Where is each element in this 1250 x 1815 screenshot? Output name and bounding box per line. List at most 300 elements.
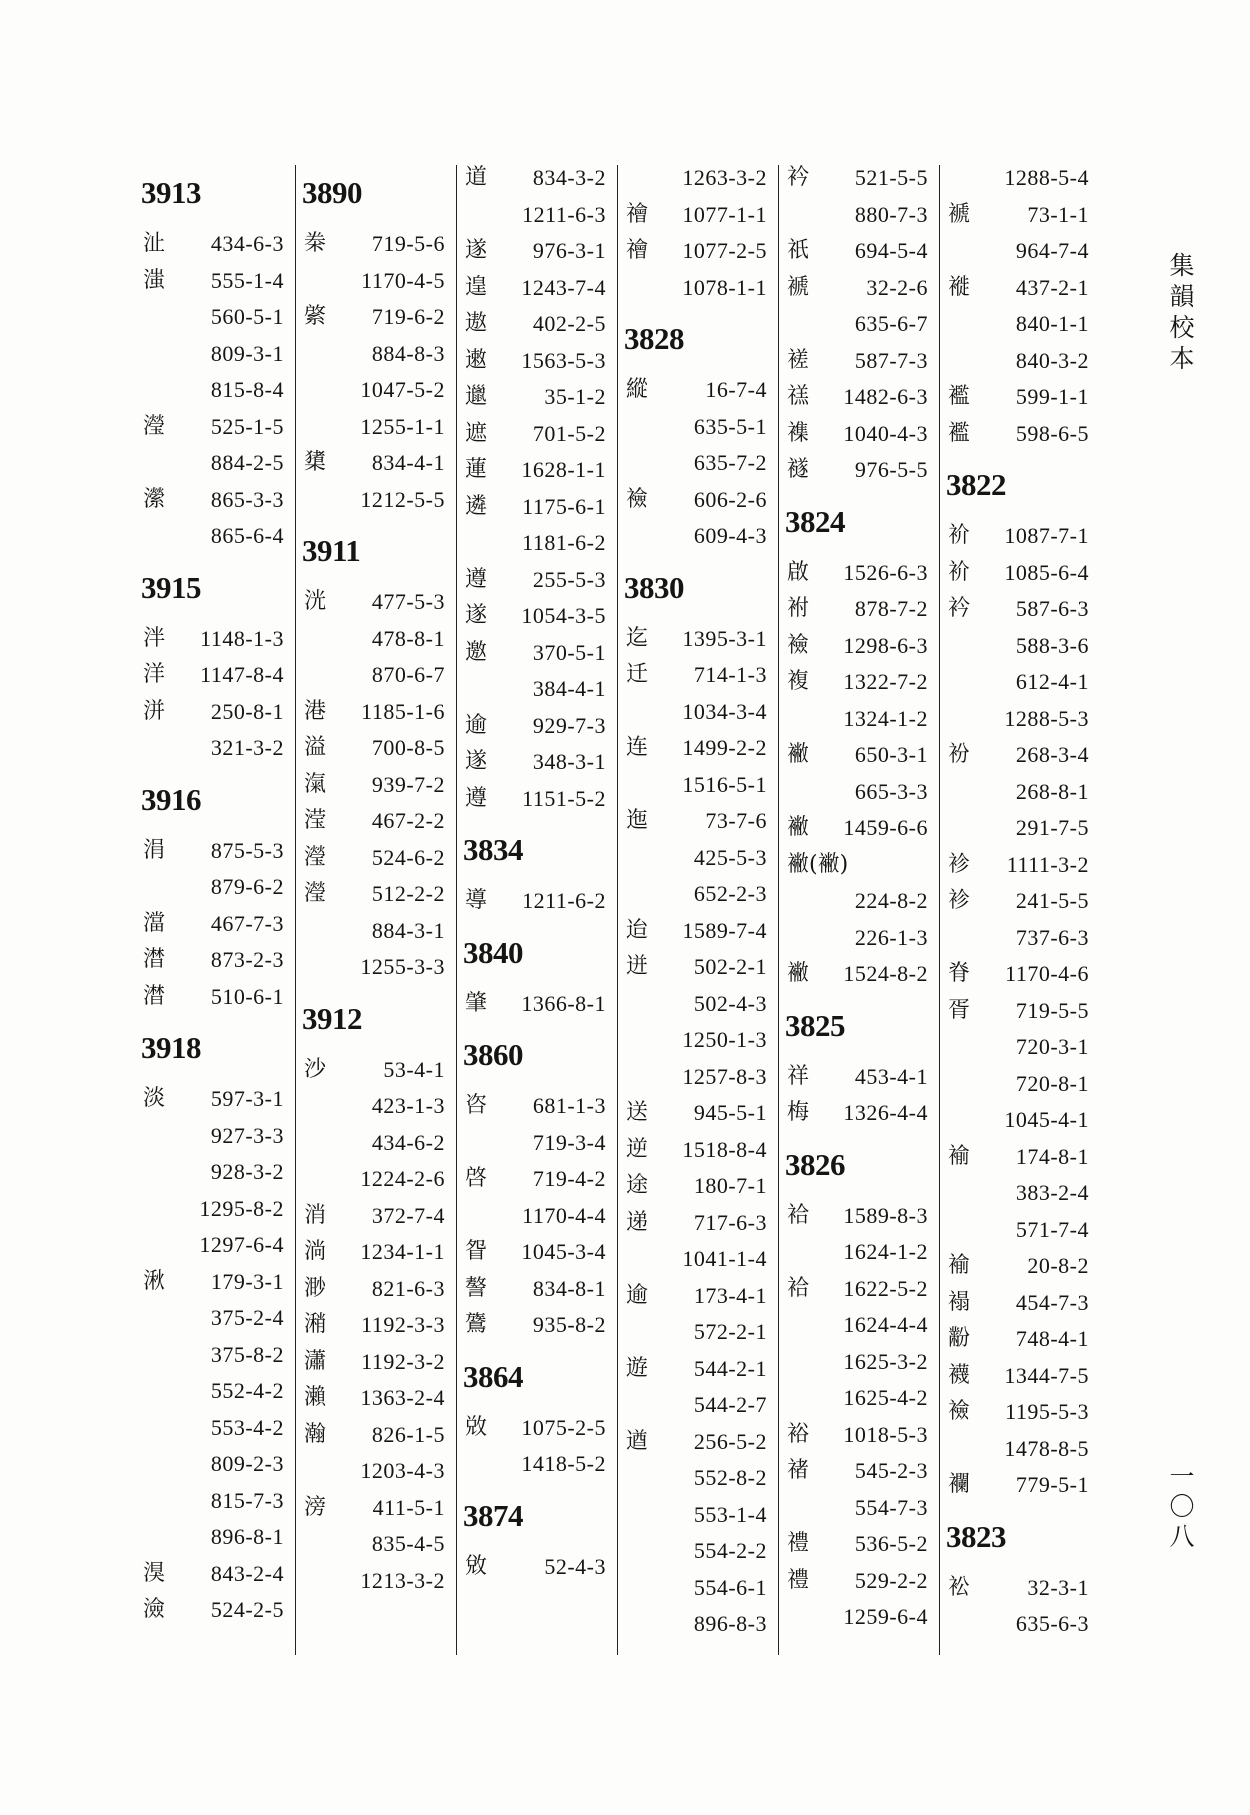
index-entry — [779, 1271, 934, 1308]
entry-reference: 720-8-1 — [1015, 1070, 1089, 1096]
entry-reference: 1255-3-3 — [360, 954, 445, 979]
index-entry — [618, 1606, 773, 1643]
index-entry — [135, 869, 290, 906]
entry-reference: 179-3-1 — [210, 1268, 284, 1294]
index-entry — [296, 1088, 451, 1125]
entry-reference: 1363-2-4 — [360, 1385, 445, 1410]
entry-reference: 884-2-5 — [210, 450, 284, 475]
index-entry — [135, 482, 290, 519]
index-column — [779, 160, 934, 1636]
index-entry — [940, 591, 1095, 628]
index-entry — [457, 1234, 612, 1271]
index-entry — [779, 1453, 934, 1490]
entry-reference: 521-5-5 — [854, 165, 928, 190]
entry-reference: 1224-2-6 — [360, 1166, 445, 1191]
entry-character: 桊 — [304, 231, 327, 256]
entry-reference: 1045-3-4 — [521, 1239, 606, 1264]
entry-reference: 1151-5-2 — [522, 785, 606, 811]
radical-heading — [779, 489, 934, 555]
entry-reference: 1518-8-4 — [682, 1136, 767, 1162]
entry-character: 衸 — [948, 523, 971, 548]
entry-reference: 1148-1-3 — [200, 625, 284, 651]
entry-reference: 719-6-2 — [371, 304, 445, 329]
entry-reference: 370-5-1 — [532, 639, 606, 665]
index-entry — [296, 1198, 451, 1235]
entry-reference: 453-4-1 — [854, 1063, 928, 1089]
index-entry — [296, 336, 451, 373]
index-entry — [940, 1139, 1095, 1176]
entry-character: 溢 — [304, 735, 327, 760]
index-entry — [457, 883, 612, 920]
entry-character: 潲 — [304, 1312, 327, 1337]
entry-character: 邀 — [465, 639, 488, 665]
entry-reference: 1499-2-2 — [682, 735, 767, 760]
index-entry — [135, 445, 290, 482]
entry-reference: 652-2-3 — [693, 881, 767, 906]
index-entry — [779, 1307, 934, 1344]
entry-character: 洸 — [304, 589, 327, 614]
entry-reference: 467-2-2 — [371, 808, 445, 833]
entry-reference: 291-7-5 — [1015, 815, 1089, 840]
index-entry — [135, 226, 290, 263]
index-entry — [296, 1344, 451, 1381]
entry-reference: 226-1-3 — [854, 924, 928, 950]
entry-character: 梅 — [787, 1100, 810, 1125]
entry-character: 衯 — [948, 742, 971, 767]
entry-character: 渺 — [304, 1275, 327, 1301]
index-column — [296, 160, 451, 1599]
index-entry — [618, 409, 773, 446]
index-entry — [779, 1380, 934, 1417]
index-entry — [618, 233, 773, 270]
entry-character: 迸 — [626, 954, 649, 979]
entry-reference: 73-7-6 — [705, 808, 767, 833]
entry-reference: 737-6-3 — [1015, 924, 1089, 950]
entry-reference: 572-2-1 — [693, 1319, 767, 1344]
entry-character: 襴 — [948, 1472, 971, 1497]
index-entry — [779, 1417, 934, 1454]
index-entry — [457, 525, 612, 562]
index-entry — [135, 409, 290, 446]
entry-character: 瀅 — [304, 881, 327, 906]
index-entry — [135, 694, 290, 731]
entry-reference: 719-4-2 — [532, 1166, 606, 1191]
index-entry — [135, 1264, 290, 1301]
entry-reference: 1047-5-2 — [360, 377, 445, 402]
entry-reference: 1478-8-5 — [1004, 1435, 1089, 1461]
entry-reference: 434-6-2 — [371, 1129, 445, 1155]
index-entry — [940, 270, 1095, 307]
index-entry — [457, 635, 612, 672]
entry-reference: 1257-8-3 — [682, 1063, 767, 1089]
entry-reference: 929-7-3 — [532, 712, 606, 738]
entry-reference: 1516-5-1 — [682, 771, 767, 797]
entry-reference: 1250-1-3 — [682, 1027, 767, 1052]
index-entry — [135, 1337, 290, 1374]
entry-character: 橥 — [304, 450, 327, 475]
entry-reference: 1054-3-5 — [521, 603, 606, 628]
index-entry — [135, 1519, 290, 1556]
index-entry — [779, 920, 934, 957]
index-entry — [940, 197, 1095, 234]
index-entry — [457, 1198, 612, 1235]
entry-reference: 1203-4-3 — [360, 1458, 445, 1483]
entry-reference: 411-5-1 — [372, 1494, 445, 1520]
radical-heading — [457, 817, 612, 883]
entry-character: 裕 — [787, 1421, 810, 1447]
index-entry — [457, 160, 612, 197]
entry-reference: 779-5-1 — [1015, 1472, 1089, 1497]
index-entry — [296, 1417, 451, 1454]
entry-reference: 694-5-4 — [854, 238, 928, 263]
entry-reference: 1344-7-5 — [1004, 1362, 1089, 1388]
index-entry — [618, 913, 773, 950]
entry-reference: 1624-4-4 — [843, 1312, 928, 1337]
entry-reference: 665-3-3 — [854, 778, 928, 804]
index-entry — [940, 343, 1095, 380]
index-entry — [618, 1278, 773, 1315]
radical-heading — [296, 518, 451, 584]
entry-character: 袷 — [787, 1202, 810, 1228]
radical-heading — [940, 1504, 1095, 1570]
entry-character: 衸 — [948, 559, 971, 585]
index-entry — [135, 518, 290, 555]
entry-character: 遮 — [465, 420, 488, 446]
index-entry — [618, 1059, 773, 1096]
entry-character: 滂 — [304, 1494, 327, 1520]
entry-reference: 554-7-3 — [854, 1494, 928, 1520]
index-entry — [618, 657, 773, 694]
radical-heading — [135, 160, 290, 226]
index-entry — [940, 664, 1095, 701]
index-entry — [779, 628, 934, 665]
entry-reference: 1185-1-6 — [361, 698, 445, 724]
entry-reference: 1255-1-1 — [360, 413, 445, 439]
entry-character: 瀚 — [304, 1421, 327, 1447]
entry-reference: 612-4-1 — [1015, 669, 1089, 694]
entry-reference: 1018-5-3 — [843, 1421, 928, 1447]
index-entry — [940, 1029, 1095, 1066]
entry-reference: 224-8-2 — [854, 888, 928, 913]
index-entry — [296, 694, 451, 731]
entry-character: 送 — [626, 1100, 649, 1125]
entry-character: 襒 — [787, 815, 810, 840]
entry-character: 逾 — [465, 712, 488, 738]
entry-reference: 843-2-4 — [210, 1560, 284, 1586]
entry-character: 遒 — [626, 1428, 649, 1454]
entry-character: 洴 — [143, 698, 166, 724]
entry-reference: 681-1-3 — [532, 1093, 606, 1118]
index-entry — [779, 1490, 934, 1527]
entry-reference: 1625-4-2 — [843, 1385, 928, 1410]
entry-character: 洋 — [143, 662, 166, 687]
index-entry — [940, 1102, 1095, 1139]
index-entry — [618, 445, 773, 482]
entry-reference: 512-2-2 — [371, 881, 445, 906]
entry-reference: 32-3-1 — [1027, 1574, 1089, 1600]
heading-number: 3913 — [141, 175, 201, 210]
heading-number: 3840 — [463, 934, 523, 970]
entry-reference: 976-5-5 — [854, 457, 928, 482]
entry-reference: 865-6-4 — [210, 523, 284, 548]
index-entry — [618, 767, 773, 804]
entry-reference: 375-2-4 — [210, 1305, 284, 1330]
index-entry — [135, 1154, 290, 1191]
entry-character: 遴 — [465, 493, 488, 519]
entry-character: 襤 — [948, 384, 971, 409]
entry-reference: 1625-3-2 — [843, 1348, 928, 1374]
radical-heading — [296, 986, 451, 1052]
entry-reference: 1259-6-4 — [843, 1604, 928, 1629]
index-entry — [779, 1344, 934, 1381]
index-entry — [457, 671, 612, 708]
index-entry — [457, 197, 612, 234]
entry-reference: 1181-6-2 — [522, 530, 606, 555]
entry-character: 襪 — [948, 1362, 971, 1388]
entry-reference: 865-3-3 — [210, 486, 284, 512]
index-entry — [779, 452, 934, 489]
entry-reference: 719-5-6 — [371, 231, 445, 256]
index-entry — [296, 730, 451, 767]
column-divider — [456, 165, 457, 1655]
index-entry — [296, 299, 451, 336]
index-entry — [779, 847, 934, 884]
entry-character: 複 — [787, 669, 810, 694]
entry-reference: 467-7-3 — [210, 910, 284, 936]
entry-reference: 1288-5-4 — [1004, 165, 1089, 190]
entry-character: 瀟 — [304, 1348, 327, 1374]
index-entry — [296, 949, 451, 986]
entry-reference: 840-1-1 — [1015, 311, 1089, 336]
entry-reference: 1322-7-2 — [843, 669, 928, 694]
entry-reference: 1077-1-1 — [682, 201, 767, 227]
entry-reference: 1295-8-2 — [199, 1195, 284, 1221]
entry-character: 淡 — [143, 1086, 166, 1111]
index-column — [618, 160, 773, 1643]
entry-character: 遂 — [465, 749, 488, 774]
index-column — [457, 160, 612, 1585]
entry-reference: 1034-3-4 — [682, 698, 767, 724]
entry-character: 澘 — [143, 947, 166, 972]
index-entry — [618, 1241, 773, 1278]
entry-reference: 554-6-1 — [693, 1574, 767, 1600]
entry-character: 遂 — [465, 603, 488, 628]
entry-reference: 544-2-1 — [693, 1355, 767, 1381]
entry-character: 遨 — [465, 311, 488, 336]
entry-reference: 875-5-3 — [210, 837, 284, 863]
entry-reference: 1078-1-1 — [682, 274, 767, 300]
heading-number: 3890 — [302, 175, 362, 210]
entry-character: 袝 — [787, 596, 810, 621]
index-entry — [457, 744, 612, 781]
entry-reference: 1263-3-2 — [682, 165, 767, 190]
entry-reference: 1192-3-2 — [361, 1348, 445, 1374]
index-column — [940, 160, 1095, 1643]
entry-reference: 1482-6-3 — [843, 384, 928, 409]
index-entry — [296, 482, 451, 519]
heading-number: 3822 — [946, 467, 1006, 502]
entry-reference: 1085-6-4 — [1004, 559, 1089, 585]
index-entry — [779, 737, 934, 774]
entry-reference: 35-1-2 — [544, 384, 606, 409]
entry-reference: 52-4-3 — [544, 1553, 606, 1579]
index-entry — [135, 1483, 290, 1520]
entry-character: 褫 — [948, 201, 971, 227]
entry-reference: 896-8-3 — [693, 1611, 767, 1636]
index-entry — [135, 336, 290, 373]
index-entry — [135, 1191, 290, 1228]
index-entry — [296, 621, 451, 658]
entry-character: 滊 — [304, 771, 327, 797]
entry-reference: 554-2-2 — [693, 1538, 767, 1563]
index-entry — [296, 263, 451, 300]
entry-character: 襚 — [787, 457, 810, 482]
index-entry — [457, 1307, 612, 1344]
entry-reference: 1075-2-5 — [521, 1414, 606, 1440]
entry-reference: 1628-1-1 — [521, 457, 606, 482]
entry-character: 迁 — [626, 662, 649, 687]
radical-heading — [940, 452, 1095, 518]
index-entry — [940, 847, 1095, 884]
index-entry — [296, 1161, 451, 1198]
entry-character: 襒 — [787, 961, 810, 986]
index-entry — [940, 701, 1095, 738]
entry-character: 湨 — [143, 1560, 166, 1586]
heading-number: 3860 — [463, 1037, 523, 1072]
index-entry — [296, 876, 451, 913]
radical-heading — [457, 1344, 612, 1410]
entry-character: 瀨 — [304, 1385, 327, 1410]
index-entry — [779, 1526, 934, 1563]
index-entry — [457, 489, 612, 526]
entry-character: 迄 — [626, 625, 649, 651]
entry-character: 胥 — [948, 997, 971, 1023]
index-entry — [296, 840, 451, 877]
entry-reference: 1087-7-1 — [1004, 523, 1089, 548]
entry-reference: 598-6-5 — [1015, 420, 1089, 446]
heading-number: 3830 — [624, 569, 684, 605]
index-entry — [940, 956, 1095, 993]
index-entry — [779, 379, 934, 416]
heading-number: 3912 — [302, 1000, 362, 1036]
index-entry — [618, 1022, 773, 1059]
entry-reference: 815-8-4 — [210, 377, 284, 402]
index-entry — [618, 1351, 773, 1388]
index-entry — [457, 416, 612, 453]
index-entry — [457, 708, 612, 745]
index-entry — [457, 1125, 612, 1162]
index-entry — [940, 1606, 1095, 1643]
index-entry — [779, 701, 934, 738]
entry-reference: 1195-5-3 — [1005, 1399, 1089, 1424]
entry-reference: 180-7-1 — [693, 1173, 767, 1198]
entry-character: 襒 — [787, 742, 810, 767]
entry-character: 袗 — [948, 888, 971, 913]
index-entry — [618, 1132, 773, 1169]
entry-reference: 524-6-2 — [371, 844, 445, 870]
index-entry — [940, 518, 1095, 555]
entry-reference: 879-6-2 — [210, 874, 284, 899]
entry-reference: 571-7-4 — [1015, 1216, 1089, 1242]
entry-character: 遂 — [465, 238, 488, 263]
entry-reference: 700-8-5 — [371, 735, 445, 760]
entry-character: 湫 — [143, 1268, 166, 1294]
entry-character: 袗 — [948, 851, 971, 877]
entry-character: 沚 — [143, 231, 166, 256]
entry-character: 遫 — [465, 347, 488, 373]
index-entry — [457, 562, 612, 599]
heading-number: 3825 — [785, 1007, 845, 1043]
entry-reference: 809-2-3 — [210, 1451, 284, 1476]
index-entry — [940, 810, 1095, 847]
entry-character: 導 — [465, 888, 488, 913]
index-entry — [296, 445, 451, 482]
index-entry — [135, 906, 290, 943]
index-entry — [135, 1556, 290, 1593]
index-entry — [296, 1526, 451, 1563]
index-entry — [618, 1205, 773, 1242]
heading-number: 3828 — [624, 321, 684, 356]
index-entry — [296, 372, 451, 409]
entry-reference: 454-7-3 — [1015, 1289, 1089, 1315]
entry-reference: 935-8-2 — [532, 1312, 606, 1337]
entry-character: 沙 — [304, 1056, 327, 1082]
index-entry — [135, 1373, 290, 1410]
heading-number: 3826 — [785, 1146, 845, 1182]
entry-reference: 835-4-5 — [371, 1531, 445, 1556]
index-entry — [940, 1431, 1095, 1468]
entry-reference: 73-1-1 — [1027, 201, 1089, 227]
entry-character: 澢 — [143, 910, 166, 936]
entry-reference: 840-3-2 — [1015, 347, 1089, 373]
entry-reference: 834-8-1 — [532, 1275, 606, 1301]
index-entry — [779, 956, 934, 993]
entry-reference: 545-2-3 — [854, 1458, 928, 1483]
entry-reference: 1418-5-2 — [521, 1451, 606, 1476]
entry-character: 襤 — [948, 420, 971, 446]
entry-reference: 878-7-2 — [854, 596, 928, 621]
index-entry — [135, 1227, 290, 1264]
radical-heading — [135, 767, 290, 833]
entry-reference: 268-3-4 — [1015, 742, 1089, 767]
index-entry — [296, 803, 451, 840]
entry-reference: 719-5-5 — [1015, 997, 1089, 1023]
entry-reference: 1622-5-2 — [843, 1275, 928, 1301]
index-entry — [940, 883, 1095, 920]
index-entry — [940, 1321, 1095, 1358]
index-entry — [135, 1300, 290, 1337]
entry-reference: 536-5-2 — [854, 1531, 928, 1556]
entry-reference: 268-8-1 — [1015, 778, 1089, 804]
entry-character: 衿 — [948, 596, 971, 621]
entry-reference: 1045-4-1 — [1004, 1107, 1089, 1132]
entry-character: 迤 — [626, 808, 649, 833]
index-entry — [135, 372, 290, 409]
entry-reference: 552-8-2 — [693, 1465, 767, 1490]
entry-character: 衳 — [948, 1574, 971, 1600]
entry-reference: 1192-3-3 — [361, 1312, 445, 1337]
entry-reference: 256-5-2 — [693, 1428, 767, 1454]
index-entry — [296, 1307, 451, 1344]
entry-reference: 553-4-2 — [210, 1414, 284, 1440]
index-entry — [457, 270, 612, 307]
index-entry — [618, 986, 773, 1023]
index-entry — [296, 913, 451, 950]
index-entry — [940, 416, 1095, 453]
index-entry — [940, 1175, 1095, 1212]
index-entry — [940, 1248, 1095, 1285]
entry-reference: 425-5-3 — [693, 844, 767, 870]
